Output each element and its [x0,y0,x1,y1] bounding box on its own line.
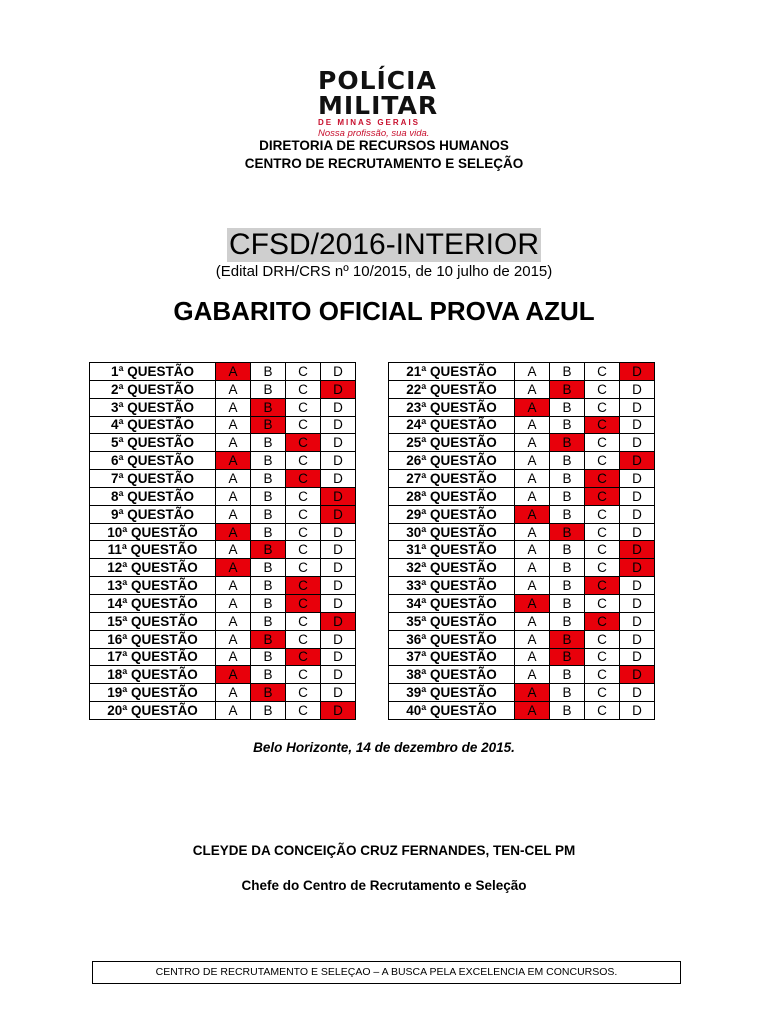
option-correct: B [550,630,585,648]
option-correct: A [216,523,251,541]
option-cell: C [286,398,321,416]
option-cell: D [620,380,655,398]
option-correct: D [620,452,655,470]
answer-row [90,541,356,559]
option-cell: A [515,523,550,541]
option-correct: A [515,505,550,523]
option-cell: C [585,559,620,577]
answer-row [389,577,655,595]
option-cell: A [216,612,251,630]
answer-row [389,434,655,452]
question-label: 25ª QUESTÃO [389,434,515,452]
option-cell: C [585,648,620,666]
option-cell: C [286,684,321,702]
option-cell: C [286,363,321,381]
option-correct: C [585,487,620,505]
option-cell: A [515,487,550,505]
option-correct: B [251,684,286,702]
question-label: 9ª QUESTÃO [90,505,216,523]
answer-row [389,559,655,577]
option-cell: D [321,666,356,684]
question-label: 16ª QUESTÃO [90,630,216,648]
question-label: 33ª QUESTÃO [389,577,515,595]
option-cell: A [515,666,550,684]
option-cell: A [216,541,251,559]
option-correct: A [515,398,550,416]
option-cell: B [251,505,286,523]
question-label: 20ª QUESTÃO [90,702,216,720]
option-cell: C [286,452,321,470]
option-cell: A [216,577,251,595]
option-cell: A [216,702,251,720]
option-cell: A [515,363,550,381]
header-center: CENTRO DE RECRUTAMENTO E SELEÇÃO [244,156,524,171]
option-correct: C [585,577,620,595]
option-cell: C [585,702,620,720]
option-cell: C [286,380,321,398]
option-correct: B [550,380,585,398]
option-cell: D [620,434,655,452]
header-directorate: DIRETORIA DE RECURSOS HUMANOS [259,138,509,153]
option-cell: C [585,452,620,470]
option-correct: B [251,541,286,559]
answer-row [389,594,655,612]
option-cell: C [585,666,620,684]
option-correct: C [286,434,321,452]
answer-row [90,684,356,702]
answer-row [389,398,655,416]
question-label: 27ª QUESTÃO [389,470,515,488]
option-cell: B [251,470,286,488]
question-label: 21ª QUESTÃO [389,363,515,381]
option-cell: D [321,559,356,577]
option-cell: A [216,398,251,416]
option-cell: B [550,487,585,505]
option-cell: C [585,505,620,523]
option-cell: B [550,541,585,559]
option-cell: B [550,470,585,488]
answer-table-right [388,362,655,720]
option-cell: D [321,684,356,702]
option-correct: C [585,612,620,630]
option-cell: C [585,594,620,612]
option-cell: C [585,398,620,416]
answer-row [389,470,655,488]
logo-line-1: POLÍCIA [318,66,437,95]
question-label: 7ª QUESTÃO [90,470,216,488]
footer-box: CENTRO DE RECRUTAMENTO E SELEÇAO – A BUSCA PELA EXCELENCIA EM CONCURSOS. [92,961,681,984]
question-label: 28ª QUESTÃO [389,487,515,505]
option-cell: C [286,487,321,505]
question-label: 24ª QUESTÃO [389,416,515,434]
answer-row [389,612,655,630]
answer-row [90,505,356,523]
answer-row [90,630,356,648]
question-label: 18ª QUESTÃO [90,666,216,684]
option-correct: C [286,648,321,666]
option-cell: D [620,398,655,416]
option-cell: B [550,559,585,577]
question-label: 1ª QUESTÃO [90,363,216,381]
question-label: 10ª QUESTÃO [90,523,216,541]
question-label: 40ª QUESTÃO [389,702,515,720]
option-cell: B [550,684,585,702]
question-label: 31ª QUESTÃO [389,541,515,559]
question-label: 26ª QUESTÃO [389,452,515,470]
answer-row [389,505,655,523]
logo-slogan: Nossa profissão, sua vida. [318,128,430,139]
option-cell: B [550,666,585,684]
option-cell: D [620,594,655,612]
option-cell: A [515,577,550,595]
option-cell: B [251,523,286,541]
option-cell: D [321,630,356,648]
option-correct: D [321,702,356,720]
option-cell: B [550,505,585,523]
option-correct: D [620,541,655,559]
answer-row [90,702,356,720]
answer-row [90,434,356,452]
answer-row [389,666,655,684]
question-label: 38ª QUESTÃO [389,666,515,684]
answer-row [90,594,356,612]
question-label: 3ª QUESTÃO [90,398,216,416]
answer-row [90,470,356,488]
answer-row [389,380,655,398]
option-correct: C [585,416,620,434]
option-cell: D [321,363,356,381]
answer-row [389,648,655,666]
option-cell: C [585,363,620,381]
date-line: Belo Horizonte, 14 de dezembro de 2015. [253,740,515,755]
option-cell: D [620,523,655,541]
option-cell: B [251,434,286,452]
answer-row [389,702,655,720]
option-cell: A [216,594,251,612]
option-correct: A [216,666,251,684]
option-cell: B [251,487,286,505]
option-cell: A [515,452,550,470]
option-cell: C [585,380,620,398]
option-cell: D [620,612,655,630]
logo-line-3: DE MINAS GERAIS [318,118,421,127]
answer-row [90,398,356,416]
option-cell: C [585,630,620,648]
question-label: 12ª QUESTÃO [90,559,216,577]
option-cell: B [251,648,286,666]
option-correct: C [286,577,321,595]
answer-row [389,416,655,434]
question-label: 15ª QUESTÃO [90,612,216,630]
option-correct: B [251,630,286,648]
gabarito-title: GABARITO OFICIAL PROVA AZUL [173,296,595,326]
option-correct: A [515,684,550,702]
option-cell: D [321,434,356,452]
option-cell: B [251,594,286,612]
question-label: 2ª QUESTÃO [90,380,216,398]
option-cell: D [321,577,356,595]
option-correct: D [321,505,356,523]
option-cell: D [321,648,356,666]
question-label: 34ª QUESTÃO [389,594,515,612]
option-cell: B [550,416,585,434]
answer-row [90,612,356,630]
option-cell: D [321,398,356,416]
pmmg-logo [318,68,458,140]
option-cell: A [515,470,550,488]
question-label: 30ª QUESTÃO [389,523,515,541]
option-cell: D [620,487,655,505]
question-label: 29ª QUESTÃO [389,505,515,523]
answer-row [90,363,356,381]
question-label: 32ª QUESTÃO [389,559,515,577]
question-label: 13ª QUESTÃO [90,577,216,595]
answer-row [90,416,356,434]
signer-name: CLEYDE DA CONCEIÇÃO CRUZ FERNANDES, TEN-CEL PM [192,843,576,858]
option-cell: C [585,541,620,559]
question-label: 5ª QUESTÃO [90,434,216,452]
option-correct: D [321,612,356,630]
option-correct: A [216,452,251,470]
logo-line-2: MILITAR [318,91,439,120]
question-label: 6ª QUESTÃO [90,452,216,470]
option-cell: D [321,523,356,541]
answer-row [389,630,655,648]
option-cell: D [620,577,655,595]
option-correct: C [585,470,620,488]
option-cell: A [216,487,251,505]
option-correct: D [321,380,356,398]
option-cell: A [216,505,251,523]
answer-row [389,487,655,505]
question-label: 36ª QUESTÃO [389,630,515,648]
option-cell: B [550,612,585,630]
option-correct: B [550,523,585,541]
option-cell: B [550,398,585,416]
option-cell: D [620,648,655,666]
option-cell: D [321,594,356,612]
option-cell: C [286,523,321,541]
option-cell: B [251,380,286,398]
option-correct: B [550,648,585,666]
option-cell: D [620,416,655,434]
question-label: 35ª QUESTÃO [389,612,515,630]
option-cell: D [321,470,356,488]
option-cell: B [251,559,286,577]
option-cell: B [251,666,286,684]
option-cell: C [286,702,321,720]
option-cell: C [585,684,620,702]
option-cell: C [286,541,321,559]
option-correct: D [321,487,356,505]
option-correct: B [550,434,585,452]
answer-row [90,577,356,595]
option-correct: B [251,416,286,434]
question-label: 39ª QUESTÃO [389,684,515,702]
edital-line: (Edital DRH/CRS nº 10/2015, de 10 julho de 2015) [215,263,553,280]
option-cell: A [515,434,550,452]
option-cell: A [515,380,550,398]
option-cell: B [251,363,286,381]
option-cell: C [585,434,620,452]
option-cell: B [251,452,286,470]
option-correct: B [251,398,286,416]
option-cell: B [550,577,585,595]
answer-row [90,559,356,577]
option-cell: A [216,470,251,488]
option-cell: B [251,577,286,595]
option-cell: A [216,416,251,434]
option-cell: D [321,416,356,434]
option-cell: A [515,612,550,630]
answer-row [389,452,655,470]
option-cell: A [216,630,251,648]
question-label: 22ª QUESTÃO [389,380,515,398]
option-cell: C [286,559,321,577]
answer-row [90,648,356,666]
answer-row [389,684,655,702]
option-cell: A [216,434,251,452]
option-cell: A [515,648,550,666]
option-cell: A [216,684,251,702]
answer-row [389,523,655,541]
answer-row [389,363,655,381]
option-cell: D [620,505,655,523]
option-cell: B [550,594,585,612]
option-correct: A [515,702,550,720]
option-correct: D [620,559,655,577]
option-correct: A [216,559,251,577]
answer-table-left [89,362,356,720]
answer-row [90,452,356,470]
question-label: 14ª QUESTÃO [90,594,216,612]
question-label: 23ª QUESTÃO [389,398,515,416]
option-cell: C [286,666,321,684]
option-cell: C [585,523,620,541]
option-cell: D [620,630,655,648]
option-cell: B [251,612,286,630]
option-cell: C [286,416,321,434]
option-cell: D [321,452,356,470]
option-cell: A [515,416,550,434]
option-correct: C [286,594,321,612]
option-cell: A [216,380,251,398]
option-correct: C [286,470,321,488]
answer-row [90,487,356,505]
option-cell: A [515,559,550,577]
page-title: CFSD/2016-INTERIOR [228,228,540,261]
question-label: 37ª QUESTÃO [389,648,515,666]
option-cell: B [550,702,585,720]
option-correct: A [515,594,550,612]
question-label: 4ª QUESTÃO [90,416,216,434]
option-cell: B [550,363,585,381]
answer-row [90,666,356,684]
option-cell: C [286,630,321,648]
option-correct: D [620,666,655,684]
option-cell: A [515,541,550,559]
question-label: 19ª QUESTÃO [90,684,216,702]
title-wrapper [0,228,768,262]
option-cell: A [216,648,251,666]
signer-role: Chefe do Centro de Recrutamento e Seleção [241,878,527,893]
question-label: 17ª QUESTÃO [90,648,216,666]
option-cell: D [620,470,655,488]
question-label: 11ª QUESTÃO [90,541,216,559]
option-cell: C [286,505,321,523]
answer-row [389,541,655,559]
option-correct: D [620,363,655,381]
option-cell: C [286,612,321,630]
option-cell: B [251,702,286,720]
option-correct: A [216,363,251,381]
answer-row [90,380,356,398]
answer-row [90,523,356,541]
option-cell: B [550,452,585,470]
question-label: 8ª QUESTÃO [90,487,216,505]
option-cell: A [515,630,550,648]
option-cell: D [620,684,655,702]
option-cell: D [321,541,356,559]
option-cell: D [620,702,655,720]
